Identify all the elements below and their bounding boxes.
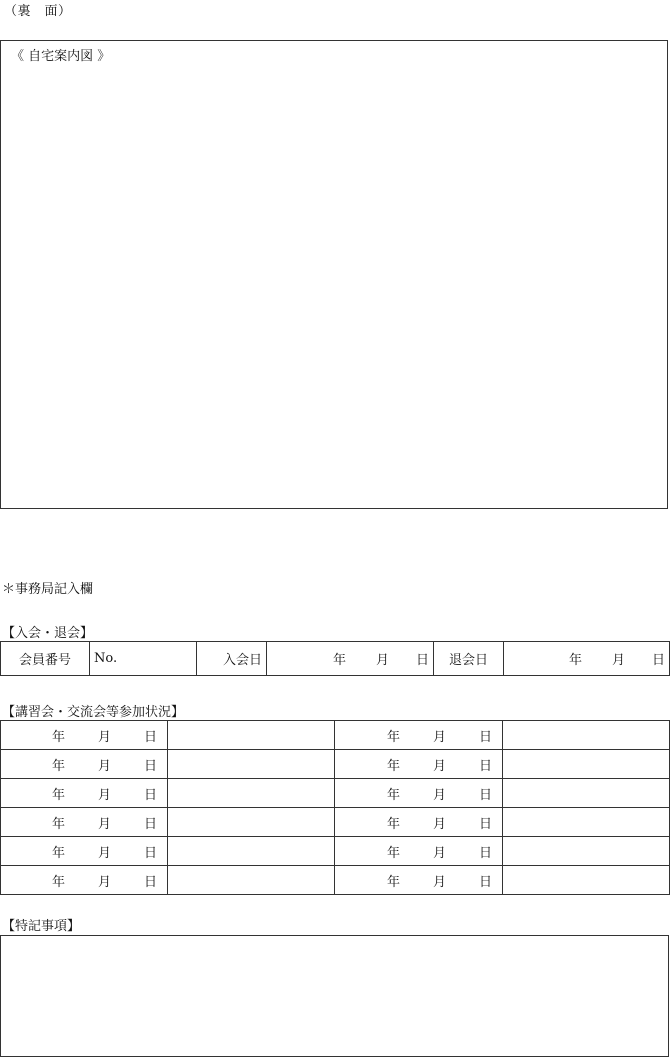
left-year-label: 年 <box>51 758 65 774</box>
join-date-label: 入会日 <box>197 642 267 676</box>
notes-section-label: 【特記事項】 <box>2 919 81 934</box>
right-month-label: 月 <box>432 758 446 774</box>
membership-section-label: 【入会・退会】 <box>2 626 94 641</box>
join-day-label: 日 <box>415 653 429 668</box>
left-day-label: 日 <box>143 758 157 774</box>
right-month-label: 月 <box>432 787 446 803</box>
right-day-label: 日 <box>478 787 492 803</box>
right-date-field[interactable] <box>335 721 503 750</box>
left-date-field[interactable] <box>1 866 168 895</box>
leave-year-label: 年 <box>568 653 582 668</box>
left-date-field[interactable] <box>1 779 168 808</box>
left-content-field[interactable] <box>168 750 335 779</box>
participation-row <box>1 866 670 895</box>
left-year-label: 年 <box>51 787 65 803</box>
right-year-label: 年 <box>386 787 400 803</box>
left-year-label: 年 <box>51 874 65 890</box>
right-day-label: 日 <box>478 758 492 774</box>
member-number-prefix: No. <box>94 651 118 666</box>
right-date-field[interactable] <box>335 779 503 808</box>
member-number-label: 会員番号 <box>1 642 90 676</box>
right-month-label: 月 <box>432 816 446 832</box>
right-day-label: 日 <box>478 729 492 745</box>
left-content-field[interactable] <box>168 721 335 750</box>
right-month-label: 月 <box>432 729 446 745</box>
left-day-label: 日 <box>143 816 157 832</box>
right-year-label: 年 <box>386 845 400 861</box>
participation-row <box>1 779 670 808</box>
right-year-label: 年 <box>386 758 400 774</box>
right-content-field[interactable] <box>503 721 670 750</box>
home-map-box[interactable] <box>0 40 668 509</box>
right-content-field[interactable] <box>503 837 670 866</box>
left-month-label: 月 <box>97 729 111 745</box>
left-year-label: 年 <box>51 816 65 832</box>
side-label: （裏 面） <box>4 4 72 19</box>
left-content-field[interactable] <box>168 779 335 808</box>
left-day-label: 日 <box>143 729 157 745</box>
right-day-label: 日 <box>478 845 492 861</box>
leave-day-label: 日 <box>651 653 665 668</box>
left-content-field[interactable] <box>168 866 335 895</box>
right-date-field[interactable] <box>335 837 503 866</box>
left-year-label: 年 <box>51 845 65 861</box>
right-date-field[interactable] <box>335 866 503 895</box>
right-year-label: 年 <box>386 729 400 745</box>
left-year-label: 年 <box>51 729 65 745</box>
left-date-field[interactable] <box>1 837 168 866</box>
participation-section-label: 【講習会・交流会等参加状況】 <box>2 705 185 720</box>
left-month-label: 月 <box>97 874 111 890</box>
right-date-field[interactable] <box>335 750 503 779</box>
left-date-field[interactable] <box>1 808 168 837</box>
right-year-label: 年 <box>386 816 400 832</box>
membership-row <box>1 642 670 676</box>
right-day-label: 日 <box>478 816 492 832</box>
right-month-label: 月 <box>432 845 446 861</box>
leave-date-label: 退会日 <box>434 642 504 676</box>
right-content-field[interactable] <box>503 866 670 895</box>
participation-row <box>1 750 670 779</box>
right-year-label: 年 <box>386 874 400 890</box>
right-content-field[interactable] <box>503 779 670 808</box>
member-number-field[interactable] <box>90 642 197 676</box>
notes-field[interactable] <box>0 935 669 1057</box>
join-month-label: 月 <box>375 653 389 668</box>
leave-month-label: 月 <box>611 653 625 668</box>
left-month-label: 月 <box>97 758 111 774</box>
left-day-label: 日 <box>143 787 157 803</box>
left-month-label: 月 <box>97 845 111 861</box>
right-month-label: 月 <box>432 874 446 890</box>
left-date-field[interactable] <box>1 721 168 750</box>
left-day-label: 日 <box>143 874 157 890</box>
right-date-field[interactable] <box>335 808 503 837</box>
right-content-field[interactable] <box>503 750 670 779</box>
left-month-label: 月 <box>97 787 111 803</box>
right-day-label: 日 <box>478 874 492 890</box>
participation-row <box>1 837 670 866</box>
left-date-field[interactable] <box>1 750 168 779</box>
participation-table <box>0 720 670 895</box>
membership-table <box>0 641 670 676</box>
join-date-field[interactable] <box>267 642 434 676</box>
right-content-field[interactable] <box>503 808 670 837</box>
participation-row <box>1 721 670 750</box>
office-use-label: ＊事務局記入欄 <box>2 582 94 597</box>
left-content-field[interactable] <box>168 837 335 866</box>
join-year-label: 年 <box>332 653 346 668</box>
home-map-title: 《 自宅案内図 》 <box>11 49 111 64</box>
leave-date-field[interactable] <box>504 642 670 676</box>
participation-row <box>1 808 670 837</box>
left-month-label: 月 <box>97 816 111 832</box>
left-day-label: 日 <box>143 845 157 861</box>
left-content-field[interactable] <box>168 808 335 837</box>
